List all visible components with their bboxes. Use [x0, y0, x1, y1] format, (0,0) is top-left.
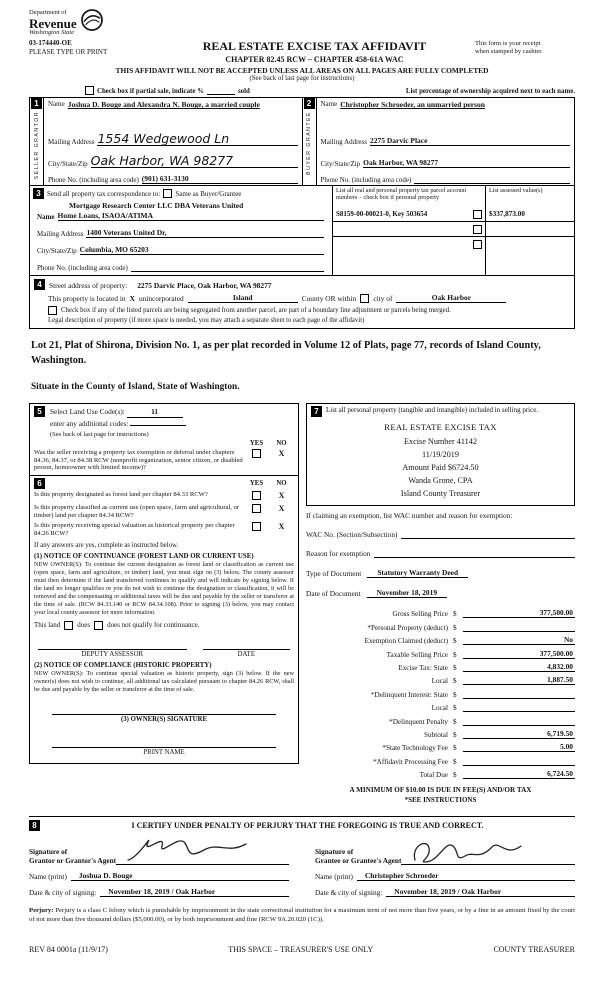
state-technology-fee-row — [306, 742, 575, 752]
notice2-title: (2) NOTICE OF COMPLIANCE (HISTORIC PROPERTY) — [34, 661, 212, 669]
notice1-title: (1) NOTICE OF CONTINUANCE (FOREST LAND OR CURRENT USE) — [34, 552, 254, 560]
correspondence-name-line2: Home Loans, ISAOA/ATIMA — [58, 211, 325, 221]
buyer-mailing-label: Mailing Address — [320, 138, 367, 147]
grantor-date-city-value: November 18, 2019 / Oak Harbor — [100, 887, 289, 897]
grantor-signature-block — [29, 833, 289, 897]
historic-yes-checkbox[interactable] — [252, 522, 261, 531]
additional-codes-field — [130, 425, 186, 426]
forest-yes-checkbox[interactable] — [252, 491, 261, 500]
perjury-statement — [29, 907, 575, 925]
buyer-csz-label: City/State/Zip — [320, 160, 361, 169]
money-label: Subtotal — [424, 730, 448, 739]
seller-phone-label: Phone No. (including area code) — [48, 176, 139, 185]
buyer-csz-value: Oak Harbor, WA 98277 — [363, 158, 570, 168]
revenue-label: Revenue — [29, 15, 77, 31]
grantee-name-print-label: Name (print) — [315, 872, 353, 882]
located-label: This property is located in — [48, 294, 126, 304]
print-name-line — [52, 734, 276, 748]
money-label: Local — [431, 704, 448, 713]
notice1-body: NEW OWNER(S): To continue the current designation as forest land or classification as current use (open space, farm and agriculture, or timber) land, you must sign on (3) below. The county assessor must then determine if the land transferred continues to qualify and will indicate by signing below. If the land no longer qualifies or you do not wish to continue the designation or classification, it will be removed and the compensating or additional taxes will be due and payable by the seller or transferor at the time of sale. (RCW 84.33.140 or RCW 84.34.108). Prior to signing (3) below, you may contact your local county assessor for more information. — [34, 560, 294, 616]
dor-seal-icon — [80, 8, 104, 32]
does-checkbox[interactable] — [64, 621, 73, 630]
correspondence-name-line1: Mortgage Research Center LLC DBA Veterans United — [69, 201, 244, 211]
seller-section-badge: 1 — [31, 98, 42, 109]
section5-see-back: (See back of last page for instructions) — [50, 430, 149, 438]
doc-type-value: Statutory Warranty Deed — [367, 568, 468, 578]
money-label: *Delinquent Penalty — [389, 717, 448, 726]
seller-phone-value: (901) 631-3130 — [142, 174, 298, 184]
buyer-band-label: BUYER GRANTEE — [306, 111, 312, 176]
total-due-row — [306, 769, 575, 779]
deferral-question: Was the seller receiving a property tax exemption or deferral under chapters 84.36, 84.37, or 84.38 RCW (nonprofit organization, senior citizen, or disabled person, homeowner with limited income)? — [34, 448, 243, 472]
money-value — [463, 716, 575, 726]
current-use-no-answer: X — [278, 504, 285, 514]
partial-sale-row — [85, 86, 250, 95]
seller-block — [30, 98, 302, 185]
dollar-sign: $ — [453, 637, 457, 646]
assessed-value-1: $337,873.00 — [486, 207, 574, 222]
form-footer — [29, 945, 575, 954]
treasurer-stamp — [311, 421, 570, 500]
delinquent-interest-state-row — [306, 689, 575, 699]
owners-signature-label: (3) OWNER(S) SIGNATURE — [121, 715, 207, 723]
dollar-sign: $ — [453, 690, 457, 699]
buyer-mailing-value: 2275 Darvic Place — [370, 136, 570, 146]
money-value — [463, 702, 575, 712]
dollar-sign: $ — [453, 704, 457, 713]
perjury-lead: Perjury: — [29, 907, 54, 915]
correspondence-mailing-value: 1400 Veterans United Dr, — [86, 228, 324, 238]
buyer-phone-label: Phone No. (including area code) — [320, 176, 412, 185]
form-title: REAL ESTATE EXCISE TAX AFFIDAVIT — [202, 39, 427, 54]
grantor-signature-of-label: Signature of — [29, 846, 68, 856]
correspondence-csz-label: City/State/Zip — [37, 247, 77, 256]
money-value: 1,887.50 — [463, 675, 575, 685]
personal-property-label: List all personal property (tangible and intangible) included in selling price. — [326, 406, 539, 415]
grantee-signature-ink — [407, 834, 527, 868]
partial-sale-percent-field — [207, 87, 235, 95]
taxable-selling-price-row — [306, 649, 575, 659]
certification-section — [29, 816, 575, 897]
money-value: No — [463, 635, 575, 645]
seller-csz-label: City/State/Zip — [48, 160, 88, 169]
correspondence-phone-label: Phone No. (including area code) — [37, 264, 128, 273]
money-label: Taxable Selling Price — [386, 650, 448, 659]
wac-no-label: WAC No. (Section/Subsection) — [306, 530, 398, 540]
current-use-question: Is this property classified as current use (open space, farm and agricultural, or timber) land per chapter 84.34 RCW? — [34, 504, 240, 520]
affidavit-processing-fee-row — [306, 756, 575, 766]
perjury-body: Perjury is a class C felony which is punishable by imprisonment in the state correctional institution for a maximum term of not more than five years, or by a fine in an amount fixed by the court of not more than five thousand dollars ($5,000.00), or by both imprisonment and fine (RCW 9A.20.020 (1C)). — [29, 907, 576, 923]
grantor-signature-ink — [122, 830, 252, 868]
grantee-name-value: Christopher Schroeder — [357, 871, 575, 881]
assessed-values-header: List assessed value(s) — [489, 187, 543, 195]
seller-name-label: Name — [48, 100, 65, 109]
unincorporated-label: unincorporated — [138, 294, 184, 304]
delinquent-interest-local-row — [306, 702, 575, 712]
does-label: does — [77, 621, 91, 630]
treasurer-space-label: THIS SPACE – TREASURER'S USE ONLY — [228, 944, 374, 954]
county-treasurer-label: COUNTY TREASURER — [493, 944, 575, 954]
partial-sale-label: Check box if partial sale, indicate % — [97, 88, 204, 96]
money-label: *Delinquent Interest: State — [370, 690, 448, 699]
segregate-note: Check box if any of the listed parcels are being segregated from another parcel, are part of a boundary line adjustment or parcels being merged. — [61, 307, 451, 315]
stamp-treasurer-name: Wanda Grone, CPA — [408, 476, 473, 486]
see-back-note: (See back of last page for instructions) — [249, 75, 355, 83]
legal-description-value: Lot 21, Plat of Shirona, Division No. 1, as per plat recorded in Volume 12 of Plats, page 77, records of Island County, Washington. — [31, 340, 541, 366]
receipt-note: This form is your receipt when stamped by cashier. — [475, 40, 543, 56]
excise-tax-state-row — [306, 662, 575, 672]
grantee-date-city-value: November 18, 2019 / Oak Harbor — [386, 887, 575, 897]
stamp-title: REAL ESTATE EXCISE TAX — [384, 422, 497, 433]
if-yes-note: If any answers are yes, complete as instructed below. — [34, 541, 179, 549]
parties-section — [29, 97, 575, 186]
correspondence-phone-value — [131, 262, 324, 272]
deferral-yes-checkbox[interactable] — [252, 449, 261, 458]
money-value — [463, 689, 575, 699]
doc-date-label: Date of Document — [306, 589, 361, 599]
rev-number: REV 84 0001a (11/9/17) — [29, 944, 108, 954]
situate-line: Situate in the County of Island, State of Washington. — [31, 382, 240, 393]
county-or-label: County OR within — [301, 294, 357, 304]
assessor-date-label: DATE — [237, 650, 255, 658]
no-header-2: NO — [276, 480, 287, 488]
dollar-sign: $ — [453, 771, 457, 780]
reason-field — [374, 548, 575, 558]
minimum-due-note: A MINIMUM OF $10.00 IS DUE IN FEE(S) AND/OR TAX — [349, 786, 532, 795]
historic-question: Is this property receiving special valuation as historical property per chapter 84.26 RCW? — [34, 522, 235, 538]
grantor-date-city-label: Date & city of signing: — [29, 888, 97, 898]
seller-mailing-value: 1554 Wedgewood Ln — [97, 133, 297, 147]
personal-property-deduct-row — [306, 622, 575, 632]
assessed-value-2 — [486, 222, 574, 237]
dollar-sign: $ — [453, 650, 457, 659]
classification-section — [29, 476, 299, 764]
seller-band-label: SELLER GRANTOR — [33, 111, 40, 180]
ownership-note: List percentage of ownership acquired next to each name. — [405, 88, 575, 96]
personal-property-checkbox-2[interactable] — [473, 225, 482, 234]
buyer-block — [302, 98, 575, 185]
unincorporated-mark: X — [129, 294, 135, 304]
dollar-sign: $ — [453, 744, 457, 753]
city-value: Oak Harbor — [396, 293, 506, 303]
buyer-phone-value — [414, 174, 570, 184]
section6-badge: 6 — [34, 478, 45, 489]
money-value: 6,719.50 — [463, 729, 575, 739]
deferral-no-answer: X — [278, 448, 285, 458]
send-correspondence-label: Send all property tax correspondence to: — [47, 189, 161, 198]
correspondence-mailing-label: Mailing Address — [37, 230, 84, 239]
type-or-print-label: PLEASE TYPE OR PRINT — [29, 48, 108, 57]
dollar-sign: $ — [453, 757, 457, 766]
money-value: 4,832.00 — [463, 662, 575, 672]
notice2-body: NEW OWNER(S): To continue special valuation as historic property, sign (3) below. If the new owner(s) does not wish to continue, all additional tax calculated pursuant to chapter 84.26 RCW, shall be due and payable by the seller or transferor at the time of sale. — [34, 669, 294, 693]
forest-no-answer: X — [278, 491, 285, 501]
assessor-date-line — [203, 639, 290, 650]
money-label: *State Technology Fee — [382, 744, 448, 753]
dor-logo — [29, 10, 575, 37]
county-value: Island — [188, 293, 298, 303]
dollar-sign: $ — [453, 730, 457, 739]
excise-tax-local-row — [306, 675, 575, 685]
tax-computation-table — [306, 608, 575, 779]
section3-badge: 3 — [33, 188, 44, 199]
subtotal-row — [306, 729, 575, 739]
section8-badge: 8 — [29, 820, 40, 831]
exemption-claimed-row — [306, 635, 575, 645]
buyer-name-value: Christopher Schroeder, an unmarried person — [340, 100, 485, 110]
segregate-checkbox[interactable] — [48, 306, 57, 315]
grantee-signature-of-label: Signature of — [315, 846, 354, 856]
money-label: Exemption Claimed (deduct) — [364, 637, 448, 646]
partial-sale-checkbox[interactable] — [85, 86, 94, 95]
sold-label: sold — [238, 88, 250, 96]
warning-note: THIS AFFIDAVIT WILL NOT BE ACCEPTED UNLESS ALL AREAS ON ALL PAGES ARE FULLY COMPLETED — [115, 66, 489, 76]
does-not-label: does not qualify for continuance. — [107, 621, 200, 630]
grantor-signature-field — [116, 832, 289, 865]
personal-property-checkbox-1[interactable] — [473, 210, 482, 219]
street-address-value: 2275 Darvic Place, Oak Harbor, WA 98277 — [137, 281, 272, 291]
street-address-label: Street address of property: — [49, 281, 128, 291]
current-use-yes-checkbox[interactable] — [252, 504, 261, 513]
land-use-value: 11 — [127, 406, 183, 418]
reason-label: Reason for exemption — [306, 549, 371, 559]
section4-badge: 4 — [34, 279, 45, 290]
deputy-assessor-line — [38, 639, 187, 650]
seller-mailing-label: Mailing Address — [48, 138, 95, 147]
yes-header: YES — [249, 439, 264, 447]
historic-no-answer: X — [278, 522, 285, 532]
form-header — [29, 10, 575, 95]
land-use-section — [29, 403, 299, 476]
parcel-numbers-header: List all real and personal property tax parcel account numbers – check box if personal property — [336, 187, 467, 202]
gross-selling-price-row — [306, 608, 575, 618]
tax-correspondence-section — [29, 186, 575, 276]
doc-type-label: Type of Document — [306, 569, 362, 579]
assessed-value-3 — [486, 237, 574, 251]
delinquent-penalty-row — [306, 716, 575, 726]
dept-of-label: Department of — [29, 9, 67, 16]
does-not-checkbox[interactable] — [94, 621, 103, 630]
money-label: Total Due — [419, 771, 448, 780]
exemption-heading: If claiming an exemption, list WAC number and reason for exemption: — [306, 511, 513, 521]
grantee-signature-block — [315, 833, 575, 897]
money-value: 377,500.00 — [463, 608, 575, 618]
correspondence-name-label: Name — [37, 213, 55, 222]
money-value — [463, 756, 575, 766]
doc-date-value: November 18, 2019 — [367, 588, 447, 598]
money-label: *Personal Property (deduct) — [367, 623, 448, 632]
grantor-name-print-label: Name (print) — [29, 872, 67, 882]
grantor-name-value: Joshua D. Bouge — [71, 871, 289, 881]
section5-badge: 5 — [34, 406, 45, 417]
same-as-buyer-label: Same as Buyer/Grantee — [175, 189, 242, 198]
chapter-line: CHAPTER 82.45 RCW – CHAPTER 458-61A WAC — [225, 55, 404, 65]
city-checkbox[interactable] — [360, 294, 369, 303]
section7-badge: 7 — [311, 406, 322, 417]
parcel-number-value: S8159-00-00021-0, Key 503654 — [336, 210, 428, 219]
stamp-excise-number: Excise Number 41142 — [404, 436, 477, 446]
see-instructions-note: *SEE INSTRUCTIONS — [404, 796, 477, 805]
same-as-buyer-checkbox[interactable] — [163, 189, 172, 198]
grantee-agent-label: Grantee or Grantee's Agent — [315, 856, 402, 866]
owners-signature-line — [52, 701, 276, 715]
print-name-label: PRINT NAME — [143, 748, 185, 756]
money-value — [463, 622, 575, 632]
yes-header-2: YES — [249, 480, 264, 488]
buyer-section-badge: 2 — [304, 98, 315, 109]
property-location-section — [29, 276, 575, 329]
dollar-sign: $ — [453, 717, 457, 726]
dollar-sign: $ — [453, 610, 457, 619]
grantor-agent-label: Grantor or Grantor's Agent — [29, 856, 117, 866]
this-land-label: This land — [34, 621, 61, 630]
money-value: 6,724.50 — [463, 769, 575, 779]
correspondence-csz-value: Columbia, MO 65203 — [80, 245, 324, 255]
washington-state-label: Washington State — [29, 29, 75, 37]
stamp-date: 11/19/2019 — [422, 449, 459, 459]
seller-name-value: Joshua D. Bouge and Alexandra N. Bouge, a married couple — [67, 100, 260, 110]
dollar-sign: $ — [453, 677, 457, 686]
personal-property-checkbox-3[interactable] — [473, 240, 482, 249]
no-header: NO — [276, 439, 287, 447]
stamp-amount-paid: Amount Paid $6724.50 — [402, 463, 479, 473]
land-use-label: Select Land Use Code(s): — [50, 407, 125, 417]
stamp-treasurer-title: Island County Treasurer — [400, 489, 481, 499]
certify-statement: I CERTIFY UNDER PENALTY OF PERJURY THAT THE FOREGOING IS TRUE AND CORRECT. — [131, 821, 484, 831]
legal-description-label: Legal description of property (if more space is needed, you may attach a separate sheet to each page of the affidavit) — [48, 317, 365, 325]
grantee-date-city-label: Date & city of signing: — [315, 888, 383, 898]
wac-no-field — [401, 529, 575, 539]
money-value: 5.00 — [463, 742, 575, 752]
money-label: *Affidavit Processing Fee — [373, 757, 448, 766]
money-label: Local — [431, 677, 448, 686]
money-label: Gross Selling Price — [392, 610, 448, 619]
dollar-sign: $ — [453, 664, 457, 673]
dollar-sign: $ — [453, 623, 457, 632]
deputy-assessor-label: DEPUTY ASSESSOR — [81, 650, 144, 658]
buyer-name-label: Name — [320, 100, 338, 109]
legal-description-block — [29, 329, 575, 398]
form-code: 03-174440-OE — [29, 39, 72, 48]
personal-property-section — [306, 403, 575, 506]
city-of-label: city of — [373, 294, 393, 304]
forest-land-question: Is this property designated as forest land per chapter 84.33 RCW? — [34, 491, 208, 499]
money-label: Excise Tax: State — [398, 664, 448, 673]
money-value: 377,500.00 — [463, 649, 575, 659]
additional-codes-label: enter any additional codes: — [50, 419, 129, 429]
grantee-signature-field — [401, 832, 575, 865]
seller-csz-value: Oak Harbor, WA 98277 — [91, 155, 298, 169]
